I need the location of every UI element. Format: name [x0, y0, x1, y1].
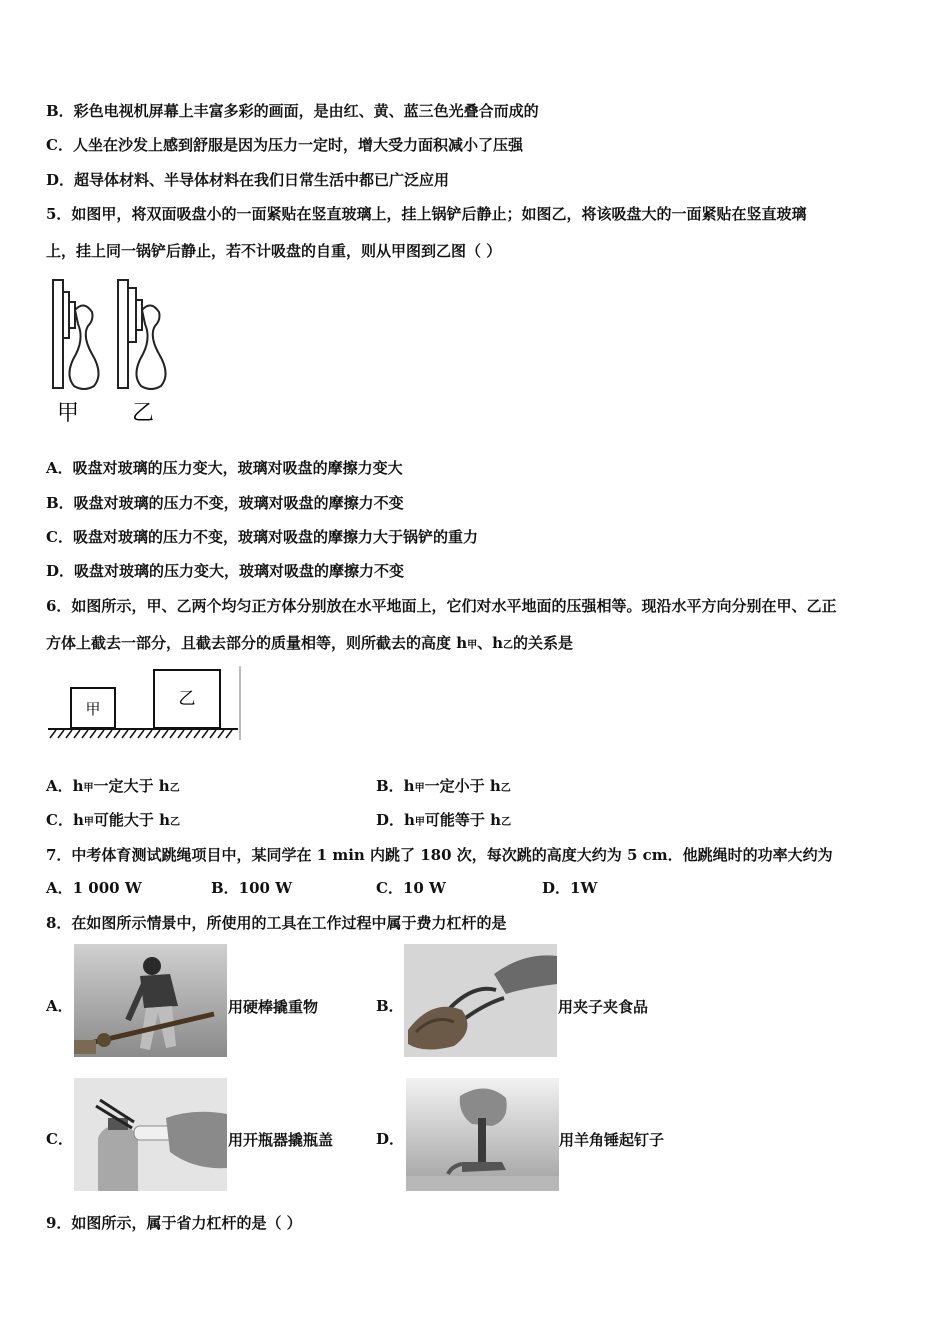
q7-option-d: D．1W	[542, 879, 598, 897]
q5-option-d: D．吸盘对玻璃的压力变大，玻璃对吸盘的摩擦力不变	[46, 562, 405, 580]
q8-option-b-label: B．	[376, 997, 404, 1015]
q8-photo-bottle-opener	[74, 1078, 227, 1191]
q6-cubes-figure	[46, 664, 242, 744]
q8-caption-d: 用羊角锤起钉子	[559, 1131, 665, 1149]
q8-stem: 8．在如图所示情景中，所使用的工具在工作过程中属于费力杠杆的是	[46, 914, 507, 932]
q8-caption-b: 用夹子夹食品	[558, 998, 649, 1016]
q6-option-a: A．h甲一定大于 h乙	[46, 777, 180, 795]
q8-photo-crowbar	[74, 944, 227, 1057]
q6-option-c: C．h甲可能大于 h乙	[46, 811, 180, 829]
q8-caption-a: 用硬棒撬重物	[228, 998, 319, 1016]
q8-option-c-label: C．	[46, 1130, 73, 1148]
q8-option-a-label: A．	[46, 997, 73, 1015]
q5-suction-cup-figure	[48, 278, 176, 426]
q6-option-d: D．h甲可能等于 h乙	[376, 811, 512, 829]
q7-stem: 7．中考体育测试跳绳项目中，某同学在 1 min 内跳了 180 次，每次跳的高度大约为 5 cm．他跳绳时的功率大约为	[46, 846, 833, 864]
q5-option-c: C．吸盘对玻璃的压力不变，玻璃对吸盘的摩擦力大于锅铲的重力	[46, 528, 478, 546]
q5-stem-line2: 上，挂上同一锅铲后静止，若不计吸盘的自重，则从甲图到乙图（ ）	[46, 242, 502, 260]
q4-option-d: D．超导体材料、半导体材料在我们日常生活中都已广泛应用	[46, 171, 450, 189]
q8-photo-tongs	[404, 944, 557, 1057]
q4-option-c: C．人坐在沙发上感到舒服是因为压力一定时，增大受力面积减小了压强	[46, 136, 523, 154]
q6-option-b: B．h甲一定小于 h乙	[376, 777, 511, 795]
q6-box-label-yi: 乙	[178, 689, 196, 708]
q5-fig-label-jia: 甲	[56, 400, 80, 425]
q7-option-a: A．1 000 W	[46, 879, 142, 897]
q6-stem-line2: 方体上截去一部分，且截去部分的质量相等，则所截去的高度 h甲、h乙的关系是	[46, 634, 574, 652]
q9-stem: 9．如图所示，属于省力杠杆的是（ ）	[46, 1214, 302, 1232]
q6-stem-line1: 6．如图所示，甲、乙两个均匀正方体分别放在水平地面上，它们对水平地面的压强相等。现沿水平方向分别在甲、乙正	[46, 597, 837, 615]
q5-option-a: A．吸盘对玻璃的压力变大，玻璃对吸盘的摩擦力变大	[46, 459, 403, 477]
q4-option-b: B．彩色电视机屏幕上丰富多彩的画面，是由红、黄、蓝三色光叠合而成的	[46, 102, 539, 120]
q7-option-c: C．10 W	[376, 879, 446, 897]
q8-option-d-label: D．	[376, 1130, 405, 1148]
q5-fig-label-yi: 乙	[131, 400, 155, 425]
q8-photo-claw-hammer	[406, 1078, 559, 1191]
q5-option-b: B．吸盘对玻璃的压力不变，玻璃对吸盘的摩擦力不变	[46, 494, 404, 512]
q8-caption-c: 用开瓶器撬瓶盖	[228, 1131, 334, 1149]
q5-stem-line1: 5．如图甲，将双面吸盘小的一面紧贴在竖直玻璃上，挂上锅铲后静止；如图乙，将该吸盘大的一面紧贴在竖直玻璃	[46, 205, 807, 223]
q7-option-b: B．100 W	[211, 879, 293, 897]
q6-box-label-jia: 甲	[85, 701, 101, 718]
